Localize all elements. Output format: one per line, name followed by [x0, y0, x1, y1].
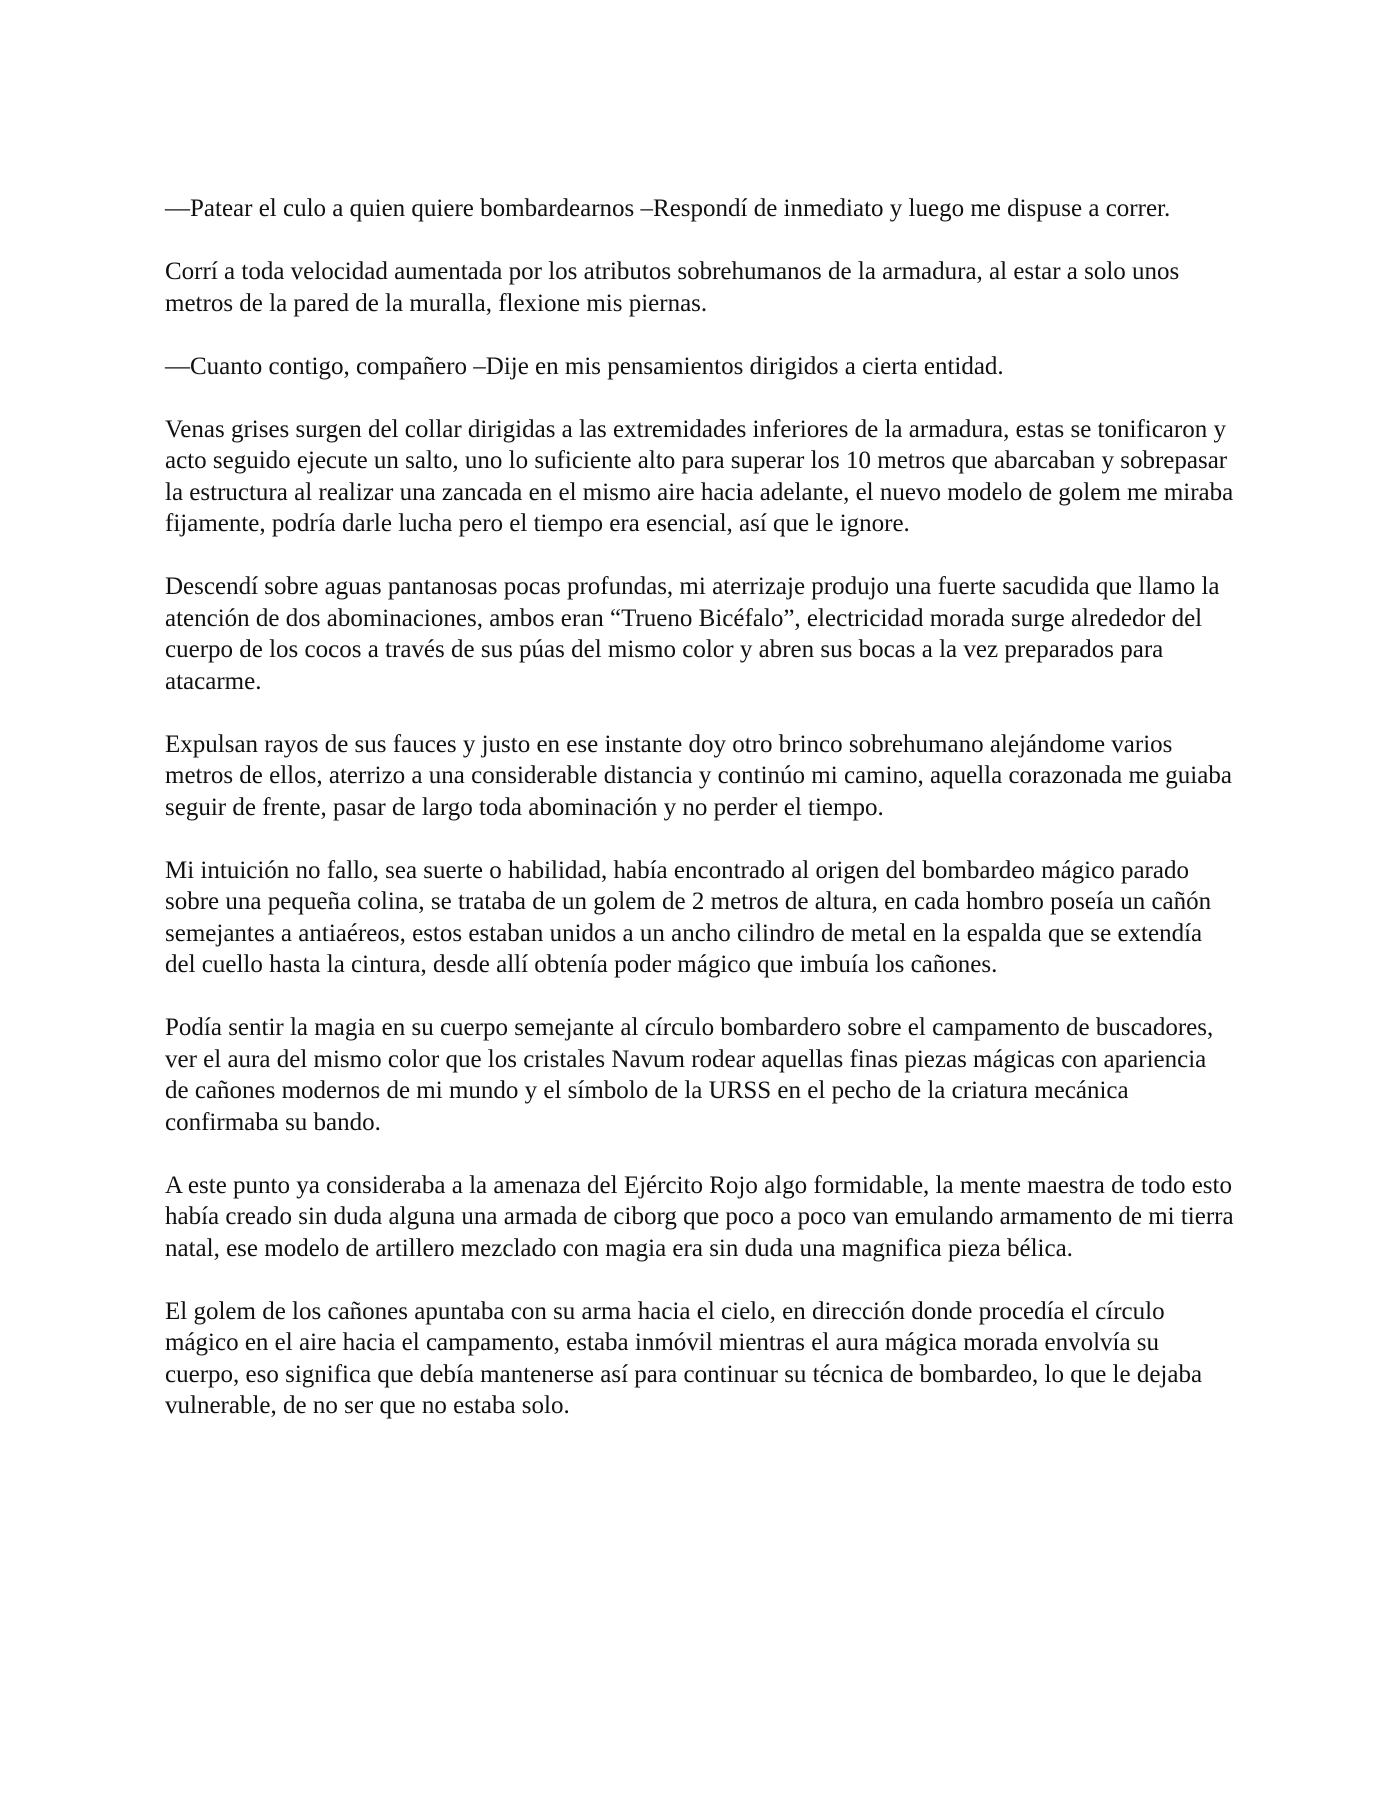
paragraph-2: Corrí a toda velocidad aumentada por los atributos sobrehumanos de la armadura, al estar a solo unos metros de la pared de la muralla, flexione mis piernas. [165, 258, 1180, 317]
paragraph-9: A este punto ya consideraba a la amenaza del Ejército Rojo algo formidable, la mente maestra de todo esto había creado sin duda alguna una armada de ciborg que poco a poco van emulando armamento de mi tierra natal, ese modelo de artillero mezclado con magia era sin duda una magnifica pieza bélica. [165, 1171, 1234, 1262]
paragraph-3: —Cuanto contigo, compañero –Dije en mis pensamientos dirigidos a cierta entidad. [165, 352, 1004, 380]
paragraph-7: Mi intuición no fallo, sea suerte o habilidad, había encontrado al origen del bombardeo mágico parado sobre una pequeña colina, se trataba de un golem de 2 metros de altura, en cada hombro poseía un cañón semejantes a antiaéreos, estos estaban unidos a un ancho cilindro de metal en la espalda que se extendía del cuello hasta la cintura, desde allí obtenía poder mágico que imbuía los cañones. [165, 856, 1212, 978]
body-text [165, 193, 1235, 1453]
paragraph-10: El golem de los cañones apuntaba con su arma hacia el cielo, en dirección donde procedía el círculo mágico en el aire hacia el campamento, estaba inmóvil mientras el aura mágica morada envolvía su cuerpo, eso significa que debía mantenerse así para continuar su técnica de bombardeo, lo que le dejaba vulnerable, de no ser que no estaba solo. [165, 1297, 1203, 1419]
paragraph-1: —Patear el culo a quien quiere bombardearnos –Respondí de inmediato y luego me dispuse a correr. [165, 195, 1171, 222]
paragraph-4: Venas grises surgen del collar dirigidas a las extremidades inferiores de la armadura, estas se tonificaron y acto seguido ejecute un salto, uno lo suficiente alto para superar los 10 metros que abarcaban y sobrepasar la estructura al realizar una zancada en el mismo aire hacia adelante, el nuevo modelo de golem me miraba fijamente, podría darle lucha pero el tiempo era esencial, así que le ignore. [165, 415, 1234, 537]
paragraph-6: Expulsan rayos de sus fauces y justo en ese instante doy otro brinco sobrehumano alejándome varios metros de ellos, aterrizo a una considerable distancia y continúo mi camino, aquella corazonada me guiaba seguir de frente, pasar de largo toda abominación y no perder el tiempo. [165, 730, 1232, 821]
paragraph-5: Descendí sobre aguas pantanosas pocas profundas, mi aterrizaje produjo una fuerte sacudida que llamo la atención de dos abominaciones, ambos eran “Trueno Bicéfalo”, electricidad morada surge alrededor del cuerpo de los cocos a través de sus púas del mismo color y abren sus bocas a la vez preparados para atacarme. [165, 573, 1220, 695]
paragraph-8: Podía sentir la magia en su cuerpo semejante al círculo bombardero sobre el campamento de buscadores, ver el aura del mismo color que los cristales Navum rodear aquellas finas piezas mágicas con apariencia de cañones modernos de mi mundo y el símbolo de la URSS en el pecho de la criatura mecánica confirmaba su bando. [165, 1014, 1214, 1136]
